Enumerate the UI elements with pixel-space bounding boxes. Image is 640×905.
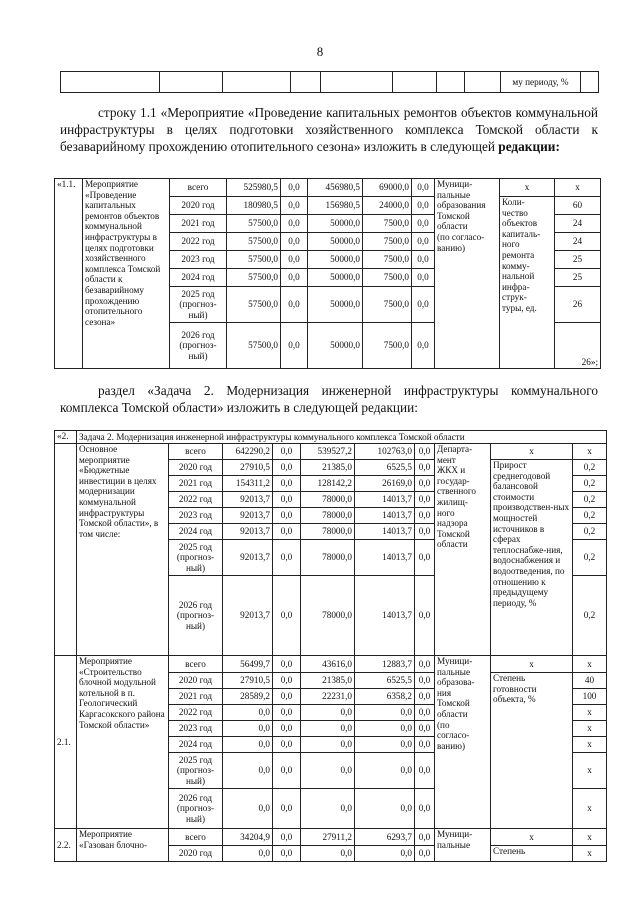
municipal-cell: 0,0 [355,721,415,737]
federal-cell: 0,0 [273,492,301,508]
federal-cell: 0,0 [273,476,301,492]
row-number: 2.1. [55,656,77,829]
federal-cell: 0,0 [273,737,301,753]
year-cell: 2022 год [170,233,227,251]
total-cell: 92013,7 [223,524,273,540]
total-cell: 92013,7 [223,576,273,656]
indicator-value: 26»; [555,323,601,369]
total-cell: 57500,0 [227,323,281,369]
total-cell: 56499,7 [223,656,273,673]
extrabudget-cell: 0,0 [415,492,435,508]
indicator-value: 24 [555,233,601,251]
total-cell: 34204,9 [223,829,273,846]
year-cell: 2023 год [169,508,223,524]
indicator-header: x [500,179,555,197]
total-cell: 0,0 [223,737,273,753]
indicator-header: x [491,829,573,846]
indicator-value: 26 [555,287,601,323]
year-cell: 2020 год [169,846,223,862]
indicator-value: 0,2 [573,476,607,492]
indicator-value: 0,2 [573,540,607,576]
year-cell: 2026 год (прогноз- ный) [169,576,223,656]
year-cell: 2024 год [170,269,227,287]
total-cell: 57500,0 [227,269,281,287]
year-cell: 2024 год [169,737,223,753]
indicator-value: 0,2 [573,576,607,656]
municipal-cell: 0,0 [355,705,415,721]
year-cell: 2026 год (прогноз- ный) [170,323,227,369]
continuation-cell: му периоду, % [501,72,581,93]
regional-cell: 21385,0 [301,673,355,689]
total-cell: 0,0 [223,789,273,829]
regional-cell: 21385,0 [301,460,355,476]
municipal-cell: 7500,0 [363,215,412,233]
indicator-value: x [573,789,607,829]
federal-cell: 0,0 [273,444,301,460]
measure-name: Основное мероприятие «Бюджетные инвестиции в целях модернизации коммунальной инфраструктуры Томской области», в том числе: [77,444,169,656]
regional-cell: 539527,2 [301,444,355,460]
regional-cell: 0,0 [301,737,355,753]
total-cell: 27910,5 [223,460,273,476]
executor-cell: Департа- мент ЖКХ и государ- ственного жилищ- ного надзора Томской области [435,444,491,656]
measure-name: Мероприятие «Газован блочно- [77,829,169,862]
year-cell: 2021 год [169,476,223,492]
indicator-value: x [573,846,607,862]
municipal-cell: 14013,7 [355,576,415,656]
measure-name: Мероприятие «Проведение капитальных ремонтов объектов коммунальной инфраструктуры в целях подготовки хозяйственного комплекса Томской области к безаварийному прохождению отопительного сезона» [83,179,170,369]
extrabudget-cell: 0,0 [415,444,435,460]
indicator-value: 25 [555,269,601,287]
table-task-2 [54,430,607,862]
extrabudget-cell: 0,0 [412,269,435,287]
federal-cell: 0,0 [273,705,301,721]
federal-cell: 0,0 [281,269,308,287]
indicator-name: Прирост среднегодовой балансовой стоимости производствен-ных мощностей источников в сферах теплоснабже-ния, водоснабжения и водоотведения, по отношению к предыдущему периоду, % [491,460,573,656]
municipal-cell: 7500,0 [363,323,412,369]
extrabudget-cell: 0,0 [415,737,435,753]
year-cell: 2021 год [169,689,223,705]
federal-cell: 0,0 [273,576,301,656]
task-header-row [55,431,607,444]
federal-cell: 0,0 [273,829,301,846]
municipal-cell: 69000,0 [363,179,412,197]
indicator-header-value: x [573,444,607,460]
year-cell: 2022 год [169,492,223,508]
year-cell: 2023 год [169,721,223,737]
regional-cell: 0,0 [301,789,355,829]
total-cell: 0,0 [223,705,273,721]
municipal-cell: 0,0 [355,789,415,829]
continuation-table [60,71,599,93]
regional-cell: 22231,0 [301,689,355,705]
regional-cell: 0,0 [301,721,355,737]
municipal-cell: 6358,2 [355,689,415,705]
indicator-value: 24 [555,215,601,233]
municipal-cell: 7500,0 [363,269,412,287]
indicator-value: 0,2 [573,492,607,508]
municipal-cell: 14013,7 [355,524,415,540]
year-cell: 2021 год [170,215,227,233]
year-cell: 2025 год (прогноз- ный) [170,287,227,323]
extrabudget-cell: 0,0 [415,829,435,846]
municipal-cell: 7500,0 [363,233,412,251]
executor-cell: Муници- пальные образова- ния Томской области (по согласо- ванию) [435,656,491,829]
total-cell: 57500,0 [227,233,281,251]
table-measure-1-1 [54,178,601,369]
indicator-value: 40 [573,673,607,689]
extrabudget-cell: 0,0 [415,846,435,862]
total-cell: 57500,0 [227,215,281,233]
extrabudget-cell: 0,0 [415,789,435,829]
year-cell: 2020 год [169,460,223,476]
page-number: 8 [316,44,324,59]
extrabudget-cell: 0,0 [415,689,435,705]
year-cell: всего [169,444,223,460]
regional-cell: 27911,2 [301,829,355,846]
extrabudget-cell: 0,0 [415,705,435,721]
total-cell: 0,0 [223,846,273,862]
federal-cell: 0,0 [273,846,301,862]
federal-cell: 0,0 [273,689,301,705]
extrabudget-cell: 0,0 [415,508,435,524]
total-cell: 57500,0 [227,251,281,269]
row-number-empty [55,444,77,656]
table-row [55,179,601,197]
total-cell: 27910,5 [223,673,273,689]
extrabudget-cell: 0,0 [415,576,435,656]
table-row [55,656,607,673]
regional-cell: 50000,0 [308,233,363,251]
extrabudget-cell: 0,0 [415,540,435,576]
paragraph-2: раздел «Задача 2. Модернизация инженерной инфраструктуры коммунального комплекса Томской области» изложить в следующей редакции: [60,383,598,415]
municipal-cell: 6525,5 [355,460,415,476]
municipal-cell: 7500,0 [363,251,412,269]
municipal-cell: 6525,5 [355,673,415,689]
total-cell: 92013,7 [223,492,273,508]
paragraph-1 [60,104,598,155]
extrabudget-cell: 0,0 [412,251,435,269]
paragraph-1-bold: редакции: [498,139,560,154]
indicator-header-value: x [555,179,601,197]
indicator-name: Коли- чество объектов капиталь- ного ремонта комму- нальной инфра- струк- туры, ед. [500,197,555,369]
table-row [55,444,607,460]
federal-cell: 0,0 [281,197,308,215]
indicator-value: 0,2 [573,460,607,476]
row-number: «2. [55,431,77,444]
extrabudget-cell: 0,0 [415,656,435,673]
municipal-cell: 6293,7 [355,829,415,846]
year-cell: 2026 год (прогноз- ный) [169,789,223,829]
indicator-value: 0,2 [573,508,607,524]
municipal-cell: 102763,0 [355,444,415,460]
municipal-cell: 14013,7 [355,540,415,576]
year-cell: 2020 год [170,197,227,215]
year-cell: 2024 год [169,524,223,540]
municipal-cell: 7500,0 [363,287,412,323]
extrabudget-cell: 0,0 [415,721,435,737]
regional-cell: 78000,0 [301,524,355,540]
municipal-cell: 26169,0 [355,476,415,492]
total-cell: 180980,5 [227,197,281,215]
year-cell: 2020 год [169,673,223,689]
federal-cell: 0,0 [273,673,301,689]
federal-cell: 0,0 [281,251,308,269]
indicator-header: x [491,444,573,460]
federal-cell: 0,0 [273,508,301,524]
extrabudget-cell: 0,0 [412,215,435,233]
regional-cell: 78000,0 [301,492,355,508]
extrabudget-cell: 0,0 [412,233,435,251]
year-cell: всего [169,656,223,673]
regional-cell: 456980,5 [308,179,363,197]
federal-cell: 0,0 [281,179,308,197]
executor-cell: Муници- пальные образования Томской области (по согласо- ванию) [435,179,500,369]
municipal-cell: 0,0 [355,846,415,862]
extrabudget-cell: 0,0 [415,524,435,540]
indicator-value: 25 [555,251,601,269]
indicator-header-value: x [573,829,607,846]
total-cell: 28589,2 [223,689,273,705]
municipal-cell: 14013,7 [355,508,415,524]
year-cell: 2025 год (прогноз- ный) [169,753,223,789]
municipal-cell: 0,0 [355,737,415,753]
municipal-cell: 14013,7 [355,492,415,508]
indicator-value: 0,2 [573,524,607,540]
federal-cell: 0,0 [273,753,301,789]
extrabudget-cell: 0,0 [412,179,435,197]
extrabudget-cell: 0,0 [412,197,435,215]
total-cell: 642290,2 [223,444,273,460]
total-cell: 154311,2 [223,476,273,492]
indicator-name: Степень готовности объекта, % [491,673,573,829]
total-cell: 92013,7 [223,540,273,576]
total-cell: 0,0 [223,721,273,737]
extrabudget-cell: 0,0 [415,476,435,492]
federal-cell: 0,0 [273,789,301,829]
regional-cell: 50000,0 [308,215,363,233]
regional-cell: 43616,0 [301,656,355,673]
total-cell: 525980,5 [227,179,281,197]
extrabudget-cell: 0,0 [415,673,435,689]
indicator-value: x [573,705,607,721]
federal-cell: 0,0 [273,540,301,576]
regional-cell: 78000,0 [301,508,355,524]
regional-cell: 50000,0 [308,269,363,287]
federal-cell: 0,0 [281,323,308,369]
year-cell: 2023 год [170,251,227,269]
extrabudget-cell: 0,0 [415,460,435,476]
indicator-name: Степень [491,846,573,862]
year-cell: всего [170,179,227,197]
federal-cell: 0,0 [273,524,301,540]
regional-cell: 0,0 [301,753,355,789]
municipal-cell: 12883,7 [355,656,415,673]
federal-cell: 0,0 [273,460,301,476]
municipal-cell: 24000,0 [363,197,412,215]
total-cell: 0,0 [223,753,273,789]
federal-cell: 0,0 [281,287,308,323]
extrabudget-cell: 0,0 [412,323,435,369]
year-cell: 2022 год [169,705,223,721]
indicator-header: x [491,656,573,673]
indicator-value: 100 [573,689,607,705]
regional-cell: 0,0 [301,846,355,862]
federal-cell: 0,0 [281,215,308,233]
indicator-header-value: x [573,656,607,673]
federal-cell: 0,0 [273,721,301,737]
indicator-value: x [573,737,607,753]
year-cell: всего [169,829,223,846]
regional-cell: 0,0 [301,705,355,721]
regional-cell: 50000,0 [308,323,363,369]
total-cell: 92013,7 [223,508,273,524]
regional-cell: 128142,2 [301,476,355,492]
total-cell: 57500,0 [227,287,281,323]
indicator-value: 60 [555,197,601,215]
indicator-value: x [573,753,607,789]
task-title: Задача 2. Модернизация инженерной инфраструктуры коммунального комплекса Томской области [77,431,607,444]
regional-cell: 50000,0 [308,287,363,323]
row-number: 2.2. [55,829,77,862]
executor-cell: Муници- пальные [435,829,491,862]
municipal-cell: 0,0 [355,753,415,789]
year-cell: 2025 год (прогноз- ный) [169,540,223,576]
paragraph-1-text: строку 1.1 «Мероприятие «Проведение капитальных ремонтов объектов коммунальной инфраструктуры в целях подготовки хозяйственного комплекса Томской области к безаварийному прохождению отопительного сезона» изложить в следующей [60,105,598,154]
indicator-value: x [573,721,607,737]
regional-cell: 156980,5 [308,197,363,215]
row-number: «1.1. [55,179,83,369]
regional-cell: 78000,0 [301,576,355,656]
regional-cell: 78000,0 [301,540,355,576]
federal-cell: 0,0 [281,233,308,251]
extrabudget-cell: 0,0 [412,287,435,323]
federal-cell: 0,0 [273,656,301,673]
table-row [55,829,607,846]
extrabudget-cell: 0,0 [415,753,435,789]
regional-cell: 50000,0 [308,251,363,269]
measure-name: Мероприятие «Строительство блочной модульной котельной в п. Геологический Каргасокского района Томской области» [77,656,169,829]
